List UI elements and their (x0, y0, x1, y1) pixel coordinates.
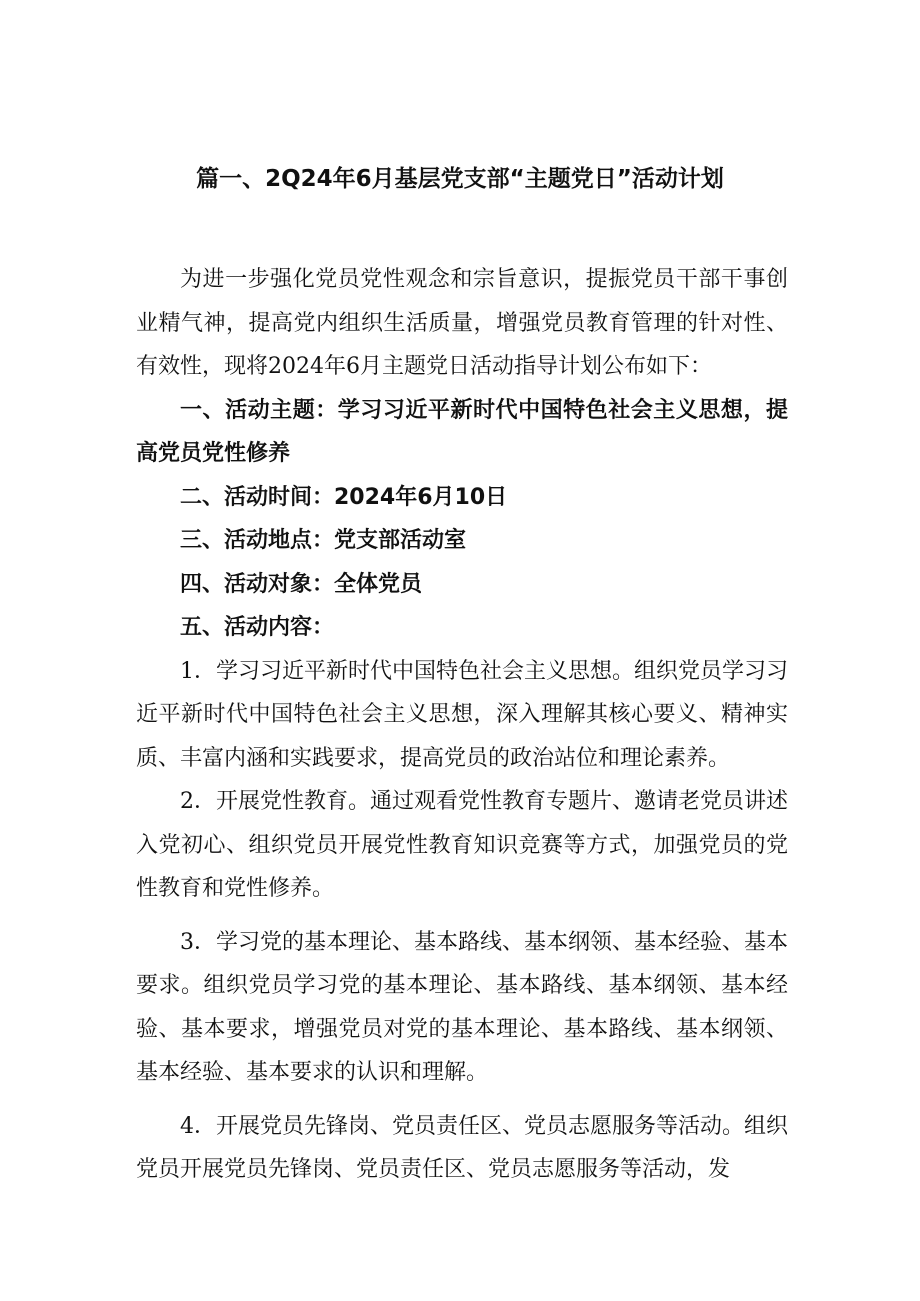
section-location: 三、活动地点：党支部活动室 (180, 528, 467, 553)
spacer (136, 911, 788, 921)
content-item-1: 1．学习习近平新时代中国特色社会主义思想。组织党员学习习近平新时代中国特色社会主义思想，深入理解其核心要义、精神实质、丰富内涵和实践要求，提高党员的政治站位和理论素养。 (136, 658, 788, 771)
document-title: 篇一、2Q24年6月基层党支部“主题党日”活动计划 (196, 166, 724, 192)
content-item-2: 2．开展党性教育。通过观看党性教育专题片、邀请老党员讲述入党初心、组织党员开展党性教育知识竞赛等方式，加强党员的党性教育和党性修养。 (136, 789, 788, 901)
section-audience: 四、活动对象：全体党员 (180, 571, 423, 597)
section-theme: 一、活动主题：学习习近平新时代中国特色社会主义思想，提高党员党性修养 (136, 397, 788, 466)
document-body (136, 258, 788, 1192)
content-item-4: 4．开展党员先锋岗、党员责任区、党员志愿服务等活动。组织党员开展党员先锋岗、党员责任区、党员志愿服务等活动，发 (136, 1113, 788, 1182)
section-time: 二、活动时间：2024年6月10日 (180, 484, 508, 510)
section-content: 五、活动内容： (180, 615, 335, 640)
intro-paragraph: 为进一步强化党员党性观念和宗旨意识，提振党员干部干事创业精气神，提高党内组织生活质量，增强党员教育管理的针对性、有效性，现将2024年6月主题党日活动指导计划公布如下： (136, 267, 788, 379)
spacer (136, 1095, 788, 1105)
content-item-3: 3．学习党的基本理论、基本路线、基本纲领、基本经验、基本要求。组织党员学习党的基本理论、基本路线、基本纲领、基本经验、基本要求，增强党员对党的基本理论、基本路线、基本纲领、基本经验、基本要求的认识和理解。 (136, 929, 788, 1085)
